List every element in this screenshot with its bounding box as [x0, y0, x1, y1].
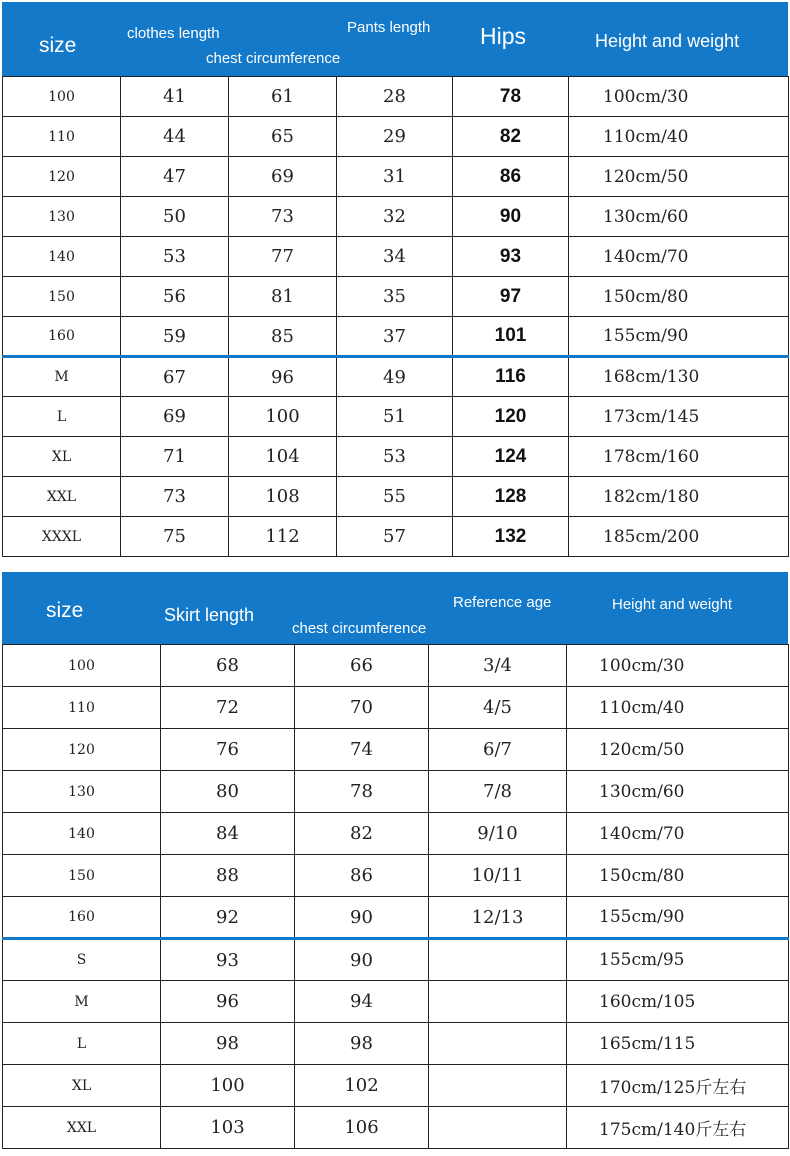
table-row — [3, 517, 789, 557]
table-cell: 51 — [337, 397, 453, 437]
table-cell: 130 — [3, 197, 121, 237]
table-cell: 116 — [453, 357, 569, 397]
table-cell: 66 — [295, 645, 429, 687]
table-cell: 92 — [161, 897, 295, 939]
table-cell: 53 — [121, 237, 229, 277]
header-height-weight: Height and weight — [612, 596, 733, 613]
table-cell: 71 — [121, 437, 229, 477]
table-cell: 93 — [453, 237, 569, 277]
table-cell: 106 — [295, 1107, 429, 1149]
table-cell: 47 — [121, 157, 229, 197]
table-cell: 110 — [3, 687, 161, 729]
table-cell: 110cm/40 — [567, 687, 789, 729]
table-cell: 3/4 — [429, 645, 567, 687]
table-cell: 74 — [295, 729, 429, 771]
table-cell: 50 — [121, 197, 229, 237]
header-size: size — [39, 34, 77, 57]
table-cell: 55 — [337, 477, 453, 517]
table-row — [3, 771, 789, 813]
table-cell: M — [3, 981, 161, 1023]
table-cell: 86 — [453, 157, 569, 197]
table-cell: 67 — [121, 357, 229, 397]
table-cell: 155cm/95 — [567, 939, 789, 981]
table-cell: 103 — [161, 1107, 295, 1149]
table-cell: 77 — [229, 237, 337, 277]
table-cell: 175cm/140斤左右 — [567, 1107, 789, 1149]
table-cell: 102 — [295, 1065, 429, 1107]
header-reference-age: Reference age — [453, 594, 552, 611]
table-cell: 85 — [229, 317, 337, 357]
table-cell: 76 — [161, 729, 295, 771]
table-cell: 100 — [3, 77, 121, 117]
table-cell: XXL — [3, 477, 121, 517]
table-cell: 78 — [295, 771, 429, 813]
table-cell: 130cm/60 — [569, 197, 789, 237]
table-row — [3, 197, 789, 237]
table-cell: 6/7 — [429, 729, 567, 771]
table-cell: 185cm/200 — [569, 517, 789, 557]
table-cell: 110cm/40 — [569, 117, 789, 157]
table-cell: 7/8 — [429, 771, 567, 813]
table-cell: 96 — [161, 981, 295, 1023]
table-cell: 86 — [295, 855, 429, 897]
table-cell: 82 — [453, 117, 569, 157]
table-cell: 120cm/50 — [569, 157, 789, 197]
table-row — [3, 77, 789, 117]
table-cell: 80 — [161, 771, 295, 813]
table-cell: 150cm/80 — [567, 855, 789, 897]
table-cell — [429, 939, 567, 981]
table-cell: 61 — [229, 77, 337, 117]
table-cell: 72 — [161, 687, 295, 729]
table-cell: 170cm/125斤左右 — [567, 1065, 789, 1107]
table-cell: 140 — [3, 813, 161, 855]
table-cell: 44 — [121, 117, 229, 157]
table-cell: 90 — [295, 939, 429, 981]
header-height-weight: Height and weight — [595, 31, 740, 51]
table-row — [3, 477, 789, 517]
table-row — [3, 357, 789, 397]
table-row — [3, 729, 789, 771]
table-row — [3, 645, 789, 687]
table-cell: 130cm/60 — [567, 771, 789, 813]
table-row — [3, 939, 789, 981]
table-cell: 68 — [161, 645, 295, 687]
table-cell: 120cm/50 — [567, 729, 789, 771]
table-cell: 10/11 — [429, 855, 567, 897]
table-cell: 112 — [229, 517, 337, 557]
table-cell: 35 — [337, 277, 453, 317]
table-cell: 34 — [337, 237, 453, 277]
table-cell: 155cm/90 — [569, 317, 789, 357]
table-cell — [429, 981, 567, 1023]
table-cell: 70 — [295, 687, 429, 729]
table-row — [3, 397, 789, 437]
table-cell: M — [3, 357, 121, 397]
table-cell: 94 — [295, 981, 429, 1023]
table-cell: 93 — [161, 939, 295, 981]
table-cell: 73 — [229, 197, 337, 237]
table-cell: 110 — [3, 117, 121, 157]
table-cell: 132 — [453, 517, 569, 557]
table-row — [3, 317, 789, 357]
table-row — [3, 437, 789, 477]
table-cell: 98 — [295, 1023, 429, 1065]
table-cell: 150cm/80 — [569, 277, 789, 317]
table-cell: 4/5 — [429, 687, 567, 729]
table-cell: L — [3, 397, 121, 437]
table-row — [3, 897, 789, 939]
table-row — [3, 813, 789, 855]
table-row — [3, 237, 789, 277]
table-cell: 124 — [453, 437, 569, 477]
table-cell: 120 — [3, 157, 121, 197]
table-cell: 100 — [3, 645, 161, 687]
table-cell: 88 — [161, 855, 295, 897]
table-row — [3, 157, 789, 197]
table-cell: 160 — [3, 317, 121, 357]
table-cell — [429, 1107, 567, 1149]
table-cell: L — [3, 1023, 161, 1065]
table-cell: 104 — [229, 437, 337, 477]
table-cell: 100cm/30 — [569, 77, 789, 117]
table-cell: 69 — [229, 157, 337, 197]
table-cell: 97 — [453, 277, 569, 317]
table-cell: 120 — [3, 729, 161, 771]
table-cell: 100cm/30 — [567, 645, 789, 687]
table-cell: 41 — [121, 77, 229, 117]
table-cell: 75 — [121, 517, 229, 557]
table-cell: 155cm/90 — [567, 897, 789, 939]
table-cell: 160 — [3, 897, 161, 939]
table-cell: 78 — [453, 77, 569, 117]
table-cell: S — [3, 939, 161, 981]
table-cell: 130 — [3, 771, 161, 813]
table-cell: 120 — [453, 397, 569, 437]
header-chest-circumference: chest circumference — [206, 50, 341, 67]
header-hips: Hips — [480, 23, 527, 49]
table-cell: 53 — [337, 437, 453, 477]
table-cell: 28 — [337, 77, 453, 117]
table-cell: 73 — [121, 477, 229, 517]
table-cell: 128 — [453, 477, 569, 517]
table-cell: 150 — [3, 277, 121, 317]
table-cell: XL — [3, 1065, 161, 1107]
size-chart-1 — [2, 2, 788, 564]
table-row — [3, 117, 789, 157]
table-cell: 12/13 — [429, 897, 567, 939]
table-cell: 178cm/160 — [569, 437, 789, 477]
table-cell: 84 — [161, 813, 295, 855]
header-chest-circumference: chest circumference — [292, 620, 427, 637]
table-row — [3, 855, 789, 897]
table-cell: 182cm/180 — [569, 477, 789, 517]
table-cell: 168cm/130 — [569, 357, 789, 397]
table-row — [3, 1023, 789, 1065]
table-cell: 108 — [229, 477, 337, 517]
table-cell: 56 — [121, 277, 229, 317]
table-cell: 140cm/70 — [567, 813, 789, 855]
header-size: size — [46, 599, 84, 622]
table-cell: 57 — [337, 517, 453, 557]
table-cell: 31 — [337, 157, 453, 197]
table-cell: 82 — [295, 813, 429, 855]
size-chart-1-table — [2, 76, 789, 557]
table-cell: XL — [3, 437, 121, 477]
table-cell: 140 — [3, 237, 121, 277]
header-pants-length: Pants length — [347, 19, 431, 36]
table-cell: 32 — [337, 197, 453, 237]
table-cell: XXXL — [3, 517, 121, 557]
table-cell: 65 — [229, 117, 337, 157]
table-cell: 9/10 — [429, 813, 567, 855]
table-cell: 98 — [161, 1023, 295, 1065]
table-cell: 90 — [295, 897, 429, 939]
table-cell: 81 — [229, 277, 337, 317]
table-row — [3, 1065, 789, 1107]
table-row — [3, 981, 789, 1023]
table-cell: 150 — [3, 855, 161, 897]
table-cell: 101 — [453, 317, 569, 357]
size-chart-2 — [2, 572, 788, 1150]
table-cell: 29 — [337, 117, 453, 157]
table-cell: XXL — [3, 1107, 161, 1149]
size-chart-2-header — [2, 572, 788, 644]
table-cell: 90 — [453, 197, 569, 237]
table-cell: 100 — [161, 1065, 295, 1107]
table-cell: 173cm/145 — [569, 397, 789, 437]
size-chart-2-table — [2, 644, 789, 1149]
table-cell: 96 — [229, 357, 337, 397]
header-clothes-length: clothes length — [127, 25, 220, 42]
table-row — [3, 277, 789, 317]
table-cell: 69 — [121, 397, 229, 437]
table-cell: 59 — [121, 317, 229, 357]
header-skirt-length: Skirt length — [164, 605, 255, 625]
table-cell — [429, 1065, 567, 1107]
table-cell: 49 — [337, 357, 453, 397]
table-cell: 100 — [229, 397, 337, 437]
table-cell — [429, 1023, 567, 1065]
table-cell: 160cm/105 — [567, 981, 789, 1023]
table-cell: 165cm/115 — [567, 1023, 789, 1065]
table-cell: 37 — [337, 317, 453, 357]
table-row — [3, 687, 789, 729]
table-row — [3, 1107, 789, 1149]
table-cell: 140cm/70 — [569, 237, 789, 277]
size-chart-1-header — [2, 2, 788, 76]
